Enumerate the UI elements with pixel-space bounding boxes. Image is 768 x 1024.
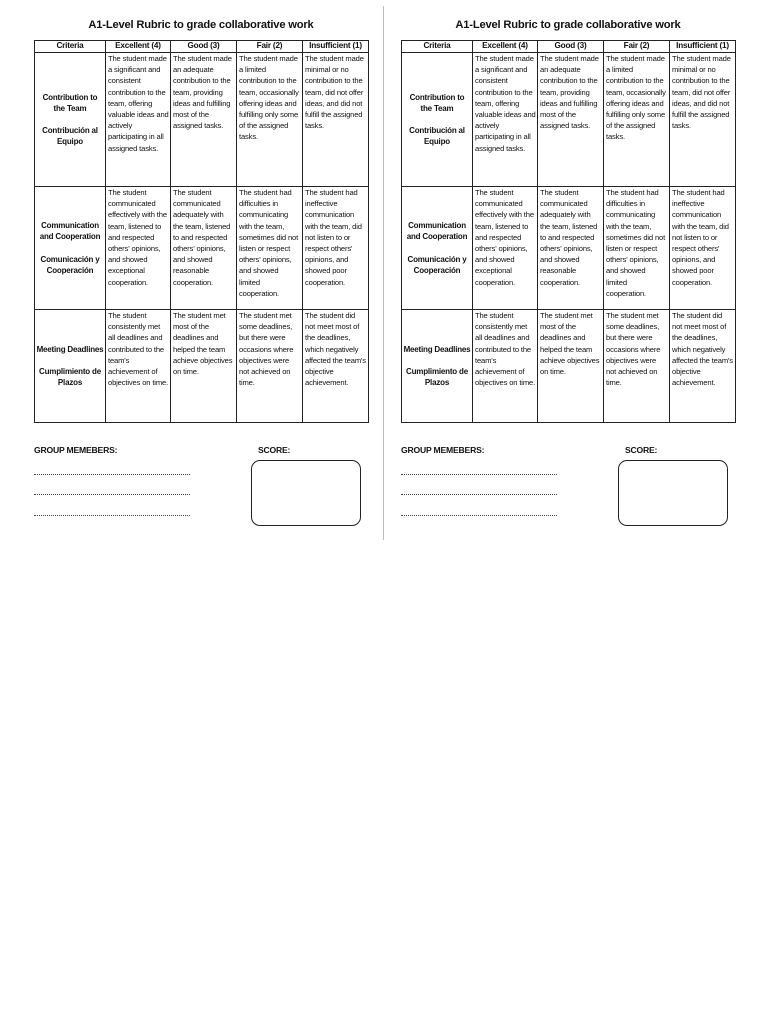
criteria-cell: [35, 53, 106, 187]
header-insufficient: Insufficient (1): [303, 41, 369, 53]
criteria-spanish: Cumplimiento de Plazos: [39, 366, 101, 388]
group-member-line[interactable]: [401, 515, 557, 516]
excellent-cell: The student made a significant and consistent contribution to the team, offering valuable ideas and actively participating in all assigned tasks.: [106, 53, 171, 187]
header-fair: Fair (2): [237, 41, 303, 53]
insufficient-cell: The student had ineffective communication with the team, did not listen to or respect others' opinions, and showed poor cooperation.: [670, 187, 736, 310]
header-excellent: Excellent (4): [106, 41, 171, 53]
excellent-cell: The student communicated effectively with the team, listened to and respected others' opinions, and showed exceptional cooperation.: [473, 187, 538, 310]
score-label: SCORE:: [625, 445, 658, 455]
criteria-spanish: Contribución al Equipo: [42, 126, 98, 147]
table-row: [35, 310, 369, 423]
header-criteria: Criteria: [35, 41, 106, 53]
fair-cell: The student had difficulties in communicating with the team, sometimes did not listen or respect others' opinions, and showed limited cooperation.: [604, 187, 670, 310]
rubric-panel-left: [34, 18, 368, 551]
score-box[interactable]: [618, 460, 728, 526]
rubric-table: [401, 40, 736, 423]
table-row: [402, 53, 736, 187]
fair-cell: The student made a limited contribution to the team, occasionally offering ideas and fulfilling only some of the assigned tasks.: [237, 53, 303, 187]
criteria-english: Meeting Deadlines: [36, 344, 104, 354]
criteria-english: Contribution to the Team: [409, 92, 465, 113]
score-box[interactable]: [251, 460, 361, 526]
good-cell: The student made an adequate contribution to the team, providing ideas and fulfilling most of the assigned tasks.: [171, 53, 237, 187]
fair-cell: The student made a limited contribution to the team, occasionally offering ideas and fulfilling only some of the assigned tasks.: [604, 53, 670, 187]
insufficient-cell: The student had ineffective communication with the team, did not listen to or respect others' opinions, and showed poor cooperation.: [303, 187, 369, 310]
rubric-panel-right: [401, 18, 735, 551]
group-member-line[interactable]: [34, 474, 190, 475]
group-member-line[interactable]: [401, 474, 557, 475]
criteria-spanish: Contribución al Equipo: [409, 126, 465, 147]
header-good: Good (3): [171, 41, 237, 53]
excellent-cell: The student communicated effectively with the team, listened to and respected others' opinions, and showed exceptional cooperation.: [106, 187, 171, 310]
score-label: SCORE:: [258, 445, 291, 455]
excellent-cell: The student consistently met all deadlines and contributed to the team's achievement of objectives on time.: [473, 310, 538, 423]
fair-cell: The student met some deadlines, but there were occasions where objectives were not achieved on time.: [604, 310, 670, 423]
criteria-cell: [35, 310, 106, 423]
fair-cell: The student had difficulties in communicating with the team, sometimes did not listen or respect others' opinions, and showed limited cooperation.: [237, 187, 303, 310]
header-insufficient: Insufficient (1): [670, 41, 736, 53]
criteria-spanish: Comunicación y Cooperación: [40, 254, 100, 275]
header-fair: Fair (2): [604, 41, 670, 53]
rubric-title: A1-Level Rubric to grade collaborative work: [455, 19, 681, 31]
header-row: [35, 41, 369, 53]
group-members-label: GROUP MEMEBERS:: [34, 445, 118, 455]
excellent-cell: The student made a significant and consistent contribution to the team, offering valuable ideas and actively participating in all assigned tasks.: [473, 53, 538, 187]
insufficient-cell: The student made minimal or no contribution to the team, did not offer ideas, and did not fulfill the assigned tasks.: [303, 53, 369, 187]
header-good: Good (3): [538, 41, 604, 53]
good-cell: The student made an adequate contribution to the team, providing ideas and fulfilling most of the assigned tasks.: [538, 53, 604, 187]
criteria-english: Meeting Deadlines: [403, 344, 471, 354]
good-cell: The student communicated adequately with the team, listened to and respected others' opinions, and showed reasonable cooperation.: [538, 187, 604, 310]
rubric-table: [34, 40, 369, 423]
criteria-spanish: Comunicación y Cooperación: [407, 254, 467, 275]
table-row: [402, 187, 736, 310]
rubric-title: A1-Level Rubric to grade collaborative work: [88, 19, 314, 31]
insufficient-cell: The student did not meet most of the deadlines, which negatively affected the team's objective achievement.: [303, 310, 369, 423]
page-divider: [383, 6, 384, 540]
criteria-english: Communication and Cooperation: [406, 221, 468, 242]
group-member-line[interactable]: [401, 494, 557, 495]
group-member-line[interactable]: [34, 494, 190, 495]
criteria-english: Communication and Cooperation: [39, 221, 101, 242]
rubric-footer: [401, 441, 735, 551]
header-excellent: Excellent (4): [473, 41, 538, 53]
criteria-spanish: Cumplimiento de Plazos: [406, 366, 468, 388]
good-cell: The student met most of the deadlines and helped the team achieve objectives on time.: [171, 310, 237, 423]
group-member-line[interactable]: [34, 515, 190, 516]
insufficient-cell: The student made minimal or no contribution to the team, did not offer ideas, and did not fulfill the assigned tasks.: [670, 53, 736, 187]
fair-cell: The student met some deadlines, but there were occasions where objectives were not achieved on time.: [237, 310, 303, 423]
table-row: [35, 53, 369, 187]
good-cell: The student met most of the deadlines and helped the team achieve objectives on time.: [538, 310, 604, 423]
group-members-label: GROUP MEMEBERS:: [401, 445, 485, 455]
good-cell: The student communicated adequately with the team, listened to and respected others' opinions, and showed reasonable cooperation.: [171, 187, 237, 310]
criteria-cell: [402, 310, 473, 423]
header-row: [402, 41, 736, 53]
criteria-cell: [402, 187, 473, 310]
table-row: [35, 187, 369, 310]
criteria-english: Contribution to the Team: [42, 92, 98, 113]
rubric-footer: [34, 441, 368, 551]
excellent-cell: The student consistently met all deadlines and contributed to the team's achievement of objectives on time.: [106, 310, 171, 423]
insufficient-cell: The student did not meet most of the deadlines, which negatively affected the team's objective achievement.: [670, 310, 736, 423]
criteria-cell: [35, 187, 106, 310]
header-criteria: Criteria: [402, 41, 473, 53]
criteria-cell: [402, 53, 473, 187]
table-row: [402, 310, 736, 423]
